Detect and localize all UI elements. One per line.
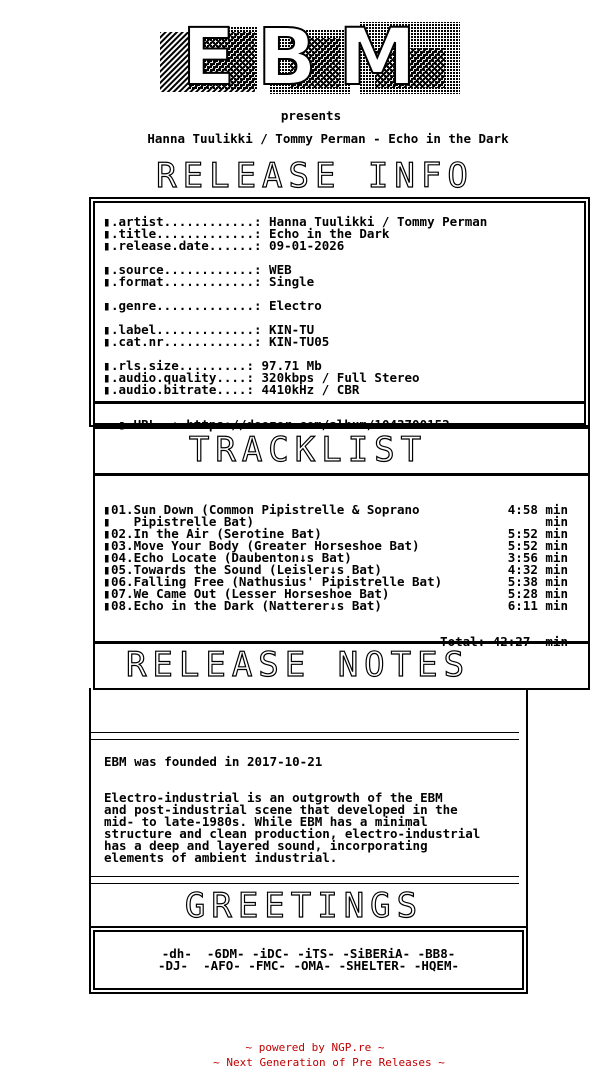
notes-paragraph	[104, 792, 480, 864]
notes-line: Electro-industrial is an outgrowth of the EBM	[104, 790, 443, 805]
track-row: ▮ 06.Falling Free (Nathusius' Pipistrelle Bat) 5:38 min	[103, 574, 568, 589]
info-row-rls-size: ▮.rls.size.........: 97.71 Mb	[103, 358, 322, 373]
greetings-title: GREETINGS	[184, 886, 424, 926]
info-list	[103, 216, 573, 396]
track-row: ▮ 04.Echo Locate (Daubenton↓s Bat) 3:56 min	[103, 550, 568, 565]
notes-divider-bottom	[89, 876, 519, 884]
ebm-logo	[150, 13, 470, 103]
tracklist-total: Total: 42:27 min	[440, 634, 568, 649]
notes-line: mid- to late-1980s. While EBM has a minimal	[104, 814, 428, 829]
info-row-format: ▮.format............: Single	[103, 274, 315, 289]
track-row: ▮ 08.Echo in the Dark (Natterer↓s Bat) 6:11 min	[103, 598, 568, 613]
tracklist-title: TRACKLIST	[188, 430, 428, 470]
info-row-artist: ▮.artist............: Hanna Tuulikki / Tommy Perman	[103, 214, 488, 229]
notes-line: structure and clean production, electro-industrial	[104, 826, 481, 841]
release-heading: Hanna Tuulikki / Tommy Perman - Echo in the Dark	[147, 131, 509, 146]
track-row: ▮ 03.Move Your Body (Greater Horseshoe Bat) 5:52 min	[103, 538, 568, 553]
info-row-release-date: ▮.release.date......: 09-01-2026	[103, 238, 345, 253]
footer-tagline: ~ Next Generation of Pre Releases ~	[213, 1056, 445, 1069]
info-row-url: ▮.URL..: https://deezer.com/album/1043700152	[118, 417, 450, 432]
notes-divider-top	[89, 732, 519, 740]
track-row: ▮ Pipistrelle Bat) min	[103, 514, 568, 529]
track-row: ▮ 05.Towards the Sound (Leisler↓s Bat) 4:32 min	[103, 562, 568, 577]
logo-text: EBM	[181, 13, 439, 103]
notes-line: has a deep and layered sound, incorporating	[104, 838, 428, 853]
info-row-audio-quality: ▮.audio.quality....: 320kbps / Full Stereo	[103, 370, 420, 385]
notes-line: and post-industrial scene that developed in the	[104, 802, 458, 817]
notes-line: elements of ambient industrial.	[104, 850, 338, 865]
track-row: ▮ 07.We Came Out (Lesser Horseshoe Bat) 5:28 min	[103, 586, 568, 601]
notes-founded: EBM was founded in 2017-10-21	[104, 754, 323, 769]
info-row-genre: ▮.genre.............: Electro	[103, 298, 322, 313]
info-row-source: ▮.source............: WEB	[103, 262, 292, 277]
greetings-list	[93, 948, 524, 972]
release-notes-title: RELEASE NOTES	[125, 645, 471, 685]
track-row: ▮ 02.In the Air (Serotine Bat) 5:52 min	[103, 526, 568, 541]
info-row-audio-bitrate: ▮.audio.bitrate....: 4410kHz / CBR	[103, 382, 360, 397]
track-row: ▮ 01.Sun Down (Common Pipistrelle & Soprano 4:58 min	[103, 502, 568, 517]
info-row-title: ▮.title.............: Echo in the Dark	[103, 226, 390, 241]
release-info-title: RELEASE INFO	[156, 156, 474, 196]
presents-text: presents	[280, 108, 342, 123]
release-url-link[interactable]: https://deezer.com/album/1043700152	[186, 417, 450, 432]
greetings-row: -DJ- -AFO- -FMC- -OMA- -SHELTER- -HQEM-	[157, 958, 460, 973]
info-row-cat-nr: ▮.cat.nr............: KIN-TU05	[103, 334, 330, 349]
greetings-row: -dh- -6DM- -iDC- -iTS- -SiBERiA- -BB8-	[161, 946, 456, 961]
info-row-label: ▮.label.............: KIN-TU	[103, 322, 315, 337]
footer-powered-by[interactable]: ~ powered by NGP.re ~	[245, 1041, 385, 1054]
track-list	[103, 504, 568, 612]
